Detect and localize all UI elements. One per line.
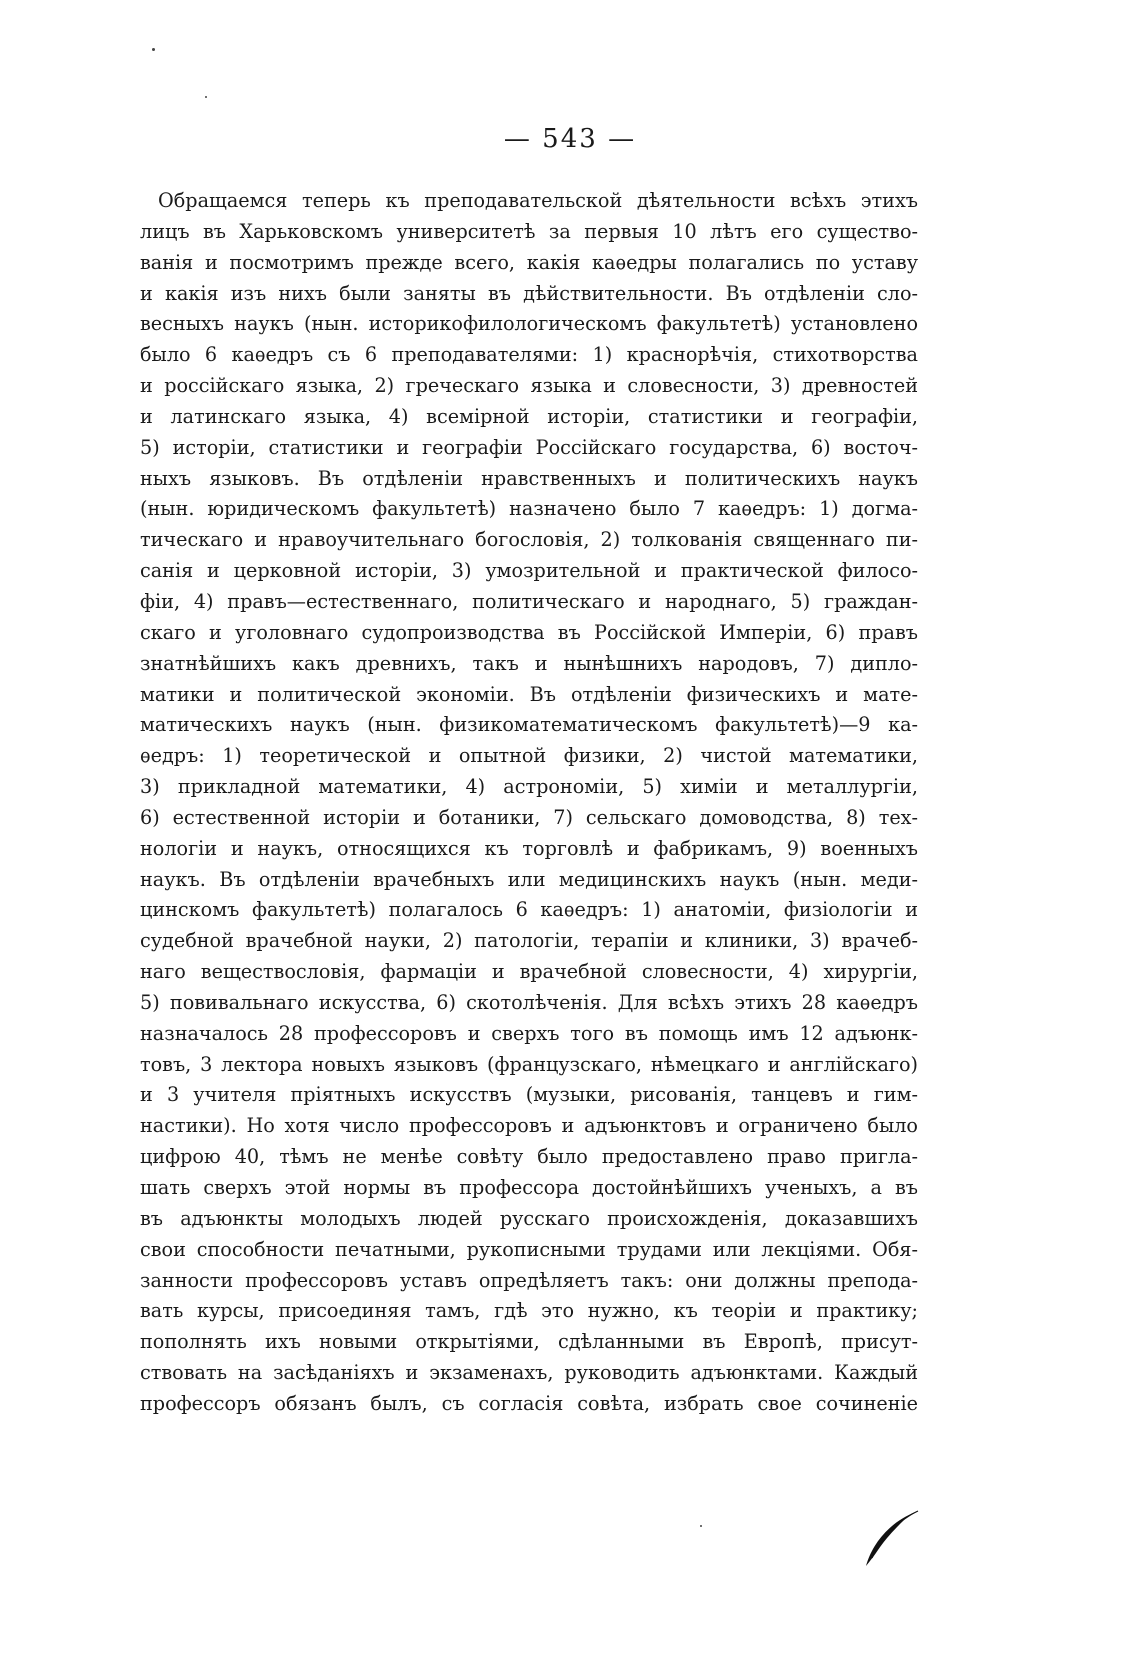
text-line: Обращаемся теперь къ преподавательской дѣятельности всѣхъ этихъ [158,189,918,212]
page-number: — 543 — [503,124,637,154]
scan-speck [152,48,155,51]
text-line: нологіи и наукъ, относящихся къ торговлѣ и фабрикамъ, 9) военныхъ [140,836,918,860]
text-line: и 3 учителя пріятныхъ искусствъ (музыки, рисованія, танцевъ и гим- [140,1083,918,1107]
text-line: и россійскаго языка, 2) греческаго языка и словесности, 3) древностей [140,374,918,398]
text-line: вать курсы, присоединяя тамъ, гдѣ это нужно, къ теоріи и практику; [140,1299,918,1323]
text-line: цинскомъ факультетѣ) полагалось 6 каѳедръ: 1) анатоміи, физіологіи и [140,898,918,922]
scan-speck [700,1525,702,1527]
text-line: санія и церковной исторіи, 3) умозрительной и практической филосо- [140,559,918,583]
text-line: скаго и уголовнаго судопроизводства въ Россійской Имперіи, 6) правъ [140,620,918,644]
text-line: цифрою 40, тѣмъ не менѣе совѣту было предоставлено право пригла- [140,1145,918,1169]
body-paragraph [140,186,918,1420]
text-line: шать сверхъ этой нормы въ профессора достойнѣйшихъ ученыхъ, а въ [140,1176,918,1199]
text-line: назначалось 28 профессоровъ и сверхъ того въ помощь имъ 12 адъюнк- [140,1021,918,1045]
text-line: настики). Но хотя число профессоровъ и адъюнктовъ и ограничено было [140,1114,918,1138]
text-line: 6) естественной исторіи и ботаники, 7) сельскаго домоводства, 8) тех- [140,805,918,829]
text-line: весныхъ наукъ (нын. историкофилологическомъ факультетѣ) установлено [140,312,918,336]
text-line: ныхъ языковъ. Въ отдѣленіи нравственныхъ и политическихъ наукъ [140,466,918,490]
text-line: ствовать на засѣданіяхъ и экзаменахъ, руководить адъюнктами. Каждый [140,1361,918,1385]
text-line: лицъ въ Харьковскомъ университетѣ за первыя 10 лѣтъ его существо- [140,219,918,243]
text-line: наукъ. Въ отдѣленіи врачебныхъ или медицинскихъ наукъ (нын. меди- [140,867,918,891]
text-line: пополнять ихъ новыми открытіями, сдѣланными въ Европѣ, присут- [140,1330,918,1354]
pen-flourish-icon [862,1508,920,1568]
text-line: 5) исторіи, статистики и географіи Россійскаго государства, 6) восточ- [140,435,918,459]
text-line: матики и политической экономіи. Въ отдѣленіи физическихъ и мате- [140,682,918,706]
text-line: занности профессоровъ уставъ опредѣляетъ такъ: они должны препода- [140,1268,918,1292]
text-line: наго веществословія, фармаціи и врачебной словесности, 4) хирургіи, [140,960,918,984]
text-line: знатнѣйшихъ какъ древнихъ, такъ и нынѣшнихъ народовъ, 7) дипло- [140,651,918,675]
text-line: ванія и посмотримъ прежде всего, какія каѳедры полагались по уставу [140,250,918,274]
text-line: матическихъ наукъ (нын. физикоматематическомъ факультетѣ)—9 ка- [140,713,918,737]
text-line: ѳедръ: 1) теоретической и опытной физики, 2) чистой математики, [140,744,918,768]
text-line: фіи, 4) правъ—естественнаго, политическаго и народнаго, 5) граждан- [140,589,918,613]
text-line: свои способности печатными, рукописными трудами или лекціями. Обя- [140,1237,918,1261]
text-line: (нын. юридическомъ факультетѣ) назначено было 7 каѳедръ: 1) догма- [140,497,918,521]
text-line: товъ, 3 лектора новыхъ языковъ (французскаго, нѣмецкаго и англійскаго) [140,1052,918,1076]
text-line: 3) прикладной математики, 4) астрономіи, 5) химіи и металлургіи, [140,775,918,799]
text-line: 5) повивальнаго искусства, 6) скотолѣченія. Для всѣхъ этихъ 28 каѳедръ [140,990,918,1014]
text-line: профессоръ обязанъ былъ, съ согласія совѣта, избрать свое сочиненіе [140,1391,918,1415]
text-line: было 6 каѳедръ съ 6 преподавателями: 1) краснорѣчія, стихотворства [140,343,918,367]
text-line: судебной врачебной науки, 2) патологіи, терапіи и клиники, 3) врачеб- [140,929,918,953]
text-line: и латинскаго языка, 4) всемірной исторіи, статистики и географіи, [140,404,918,428]
text-line: и какія изъ нихъ были заняты въ дѣйствительности. Въ отдѣленіи сло- [140,281,918,305]
text-line: тическаго и нравоучительнаго богословія, 2) толкованія священнаго пи- [140,528,918,552]
scan-speck [205,96,207,98]
text-line: въ адъюнкты молодыхъ людей русскаго происхожденія, доказавшихъ [140,1206,918,1230]
